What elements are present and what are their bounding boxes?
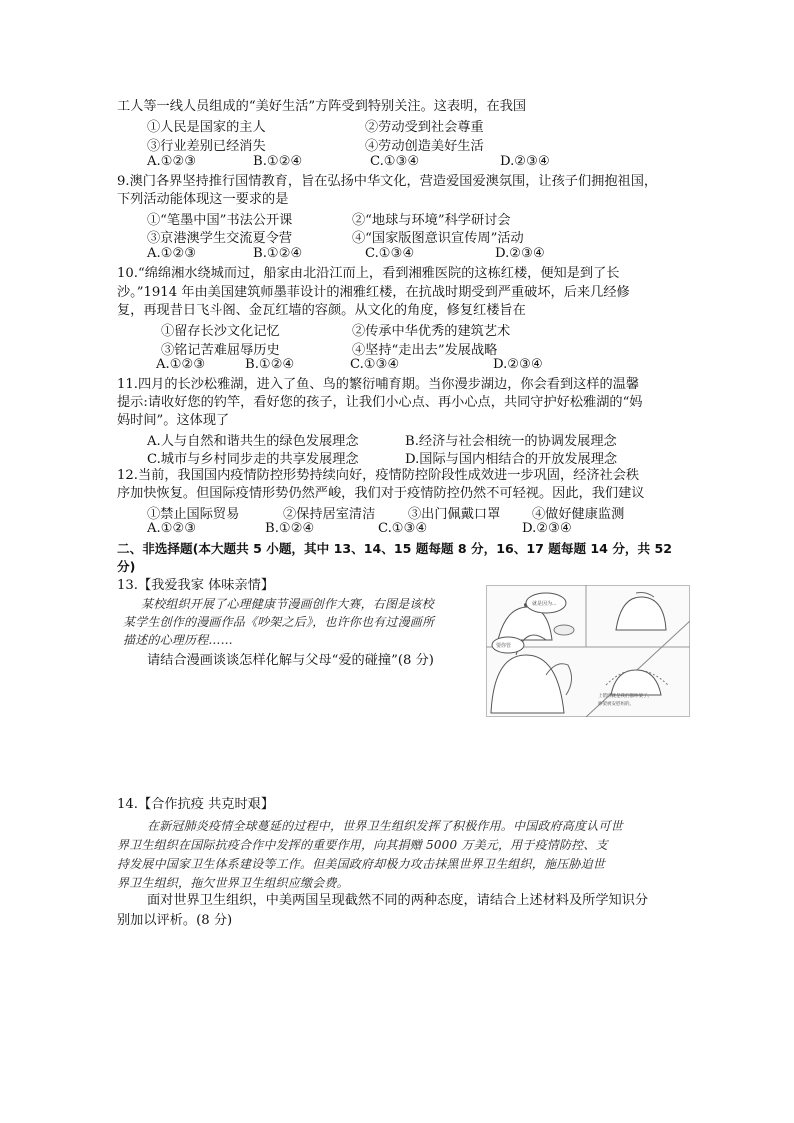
- comic-bubble-1: 就是因为...: [532, 601, 557, 607]
- comic-caption-2: 吵架被安慰妈的。: [598, 702, 634, 707]
- q10-stem-1: 10.“绵绵湘水绕城而过，船家由北沿江而上，看到湘雅医院的这栋红楼，便知是到了长: [117, 266, 620, 281]
- q10-item-1: ①留存长沙文化记忆: [161, 324, 280, 339]
- q12-item-4: ④做好健康监测: [532, 507, 625, 522]
- q14-question-2: 别加以评析。(8 分): [117, 913, 233, 928]
- section2-heading: 二、非选择题(本大题共 5 小题，其中 13、14、15 题每题 8 分，16、17 题每题 14 分，共 52: [117, 541, 673, 556]
- comic-caption-1: 上错班就是我们都吵架了。: [598, 694, 652, 699]
- q12-item-3: ③出门佩戴口罩: [408, 507, 501, 522]
- q12-item-1: ①禁止国际贸易: [147, 507, 240, 522]
- q14-material-3: 持发展中国家卫生体系建设等工作。但美国政府却极力攻击抹黑世界卫生组织，施压胁迫世: [117, 857, 606, 871]
- q11-option-d: D.国际与国内相结合的开放发展理念: [405, 452, 618, 467]
- q10-stem-3: 复，再现昔日飞斗阁、金瓦红墙的容颜。从文化的角度，修复红楼旨在: [117, 303, 526, 318]
- q10-option-c: C.①③④: [350, 357, 400, 372]
- q9-stem-2: 下列活动能体现这一要求的是: [117, 192, 289, 207]
- q8-item-3: ③行业差别已经消失: [147, 139, 266, 154]
- q13-material-3: 描述的心理历程……: [123, 633, 233, 647]
- q11-option-a: A.人与自然和谐共生的绿色发展理念: [147, 434, 359, 449]
- q10-stem-2: 沙。”1914 年由美国建筑师墨菲设计的湘雅红楼，在抗战时期受到严重破坏，后来几经修: [117, 285, 630, 300]
- q13-title: 13.【我爱我家 体味亲情】: [117, 578, 275, 593]
- q8-item-2: ②劳动受到社会尊重: [365, 120, 484, 135]
- q8-option-a: A.①②③: [147, 154, 197, 169]
- q11-stem-2: 提示:请收好您的钓竿，看好您的孩子，让我们小心点、再小心点，共同守护好松雅湖的“妈: [117, 395, 643, 410]
- q9-option-d: D.②③④: [495, 246, 545, 261]
- q9-item-4: ④“国家版图意识宣传周”活动: [352, 231, 524, 246]
- comic-illustration: [486, 585, 690, 717]
- q9-option-a: A.①②③: [147, 246, 197, 261]
- comic-bubble-2: 要你管: [496, 643, 512, 649]
- q12-option-c: C.①③④: [378, 521, 428, 536]
- q8-option-b: B.①②④: [253, 154, 303, 169]
- q10-option-b: B.①②④: [245, 357, 295, 372]
- q14-question-1: 面对世界卫生组织，中美两国呈现截然不同的两种态度，请结合上述材料及所学知识分: [147, 893, 649, 908]
- q9-item-1: ①“笔墨中国”书法公开课: [147, 213, 293, 228]
- q9-item-2: ②“地球与环境”科学研讨会: [352, 213, 511, 228]
- q14-material-4: 界卫生组织，拖欠世界卫生组织应缴会费。: [117, 876, 349, 890]
- q11-option-c: C.城市与乡村同步走的共享发展理念: [147, 452, 359, 467]
- q8-item-1: ①人民是国家的主人: [147, 120, 266, 135]
- q12-item-2: ②保持居室清洁: [283, 507, 376, 522]
- q12-option-a: A.①②③: [147, 521, 197, 536]
- q9-item-3: ③京港澳学生交流夏令营: [147, 231, 293, 246]
- q14-material-2: 界卫生组织在国际抗疫合作中发挥的重要作用，向其捐赠 5000 万美元，用于疫情防控、支: [117, 838, 608, 852]
- q8-option-c: C.①③④: [370, 154, 420, 169]
- q14-material-1: 在新冠肺炎疫情全球蔓延的过程中，世界卫生组织发挥了积极作用。中国政府高度认可世: [147, 819, 623, 833]
- q8-stem: 工人等一线人员组成的“美好生活”方阵受到特别关注。这表明，在我国: [117, 99, 527, 114]
- q9-stem-1: 9.澳门各界坚持推行国情教育，旨在弘扬中华文化，营造爱国爱澳氛围，让孩子们拥抱祖国，: [117, 174, 658, 189]
- q10-item-2: ②传承中华优秀的建筑艺术: [352, 324, 511, 339]
- q11-stem-3: 妈时间”。这体现了: [117, 413, 230, 428]
- section2-heading-cont: 分): [117, 559, 136, 574]
- q12-option-d: D.②③④: [522, 521, 572, 536]
- q12-option-b: B.①②④: [265, 521, 315, 536]
- q14-title: 14.【合作抗疫 共克时艰】: [117, 797, 275, 812]
- q8-item-4: ④劳动创造美好生活: [365, 139, 484, 154]
- q10-option-d: D.②③④: [493, 357, 543, 372]
- q12-stem-2: 序加快恢复。但国际疫情形势仍然严峻，我们对于疫情防控仍然不可轻视。因此，我们建议: [117, 486, 645, 501]
- q9-option-c: C.①③④: [365, 246, 415, 261]
- q10-item-4: ④坚持“走出去”发展战略: [352, 343, 498, 358]
- q8-option-d: D.②③④: [500, 154, 550, 169]
- q13-question: 请结合漫画谈谈怎样化解与父母“爱的碰撞”(8 分): [147, 653, 434, 668]
- q13-material-1: 某校组织开展了心理健康节漫画创作大赛，右图是该校: [141, 597, 434, 611]
- q10-item-3: ③铭记苦难屈辱历史: [161, 343, 280, 358]
- q10-option-a: A.①②③: [156, 357, 206, 372]
- q11-stem-1: 11.四月的长沙松雅湖，进入了鱼、鸟的繁衍哺育期。当你漫步湖边，你会看到这样的温馨: [117, 377, 640, 392]
- q13-material-2: 某学生创作的漫画作品《吵架之后》，也许你也有过漫画所: [123, 615, 435, 629]
- q12-stem-1: 12.当前，我国国内疫情防控形势持续向好，疫情防控阶段性成效进一步巩固，经济社会秩: [117, 468, 640, 483]
- q11-option-b: B.经济与社会相统一的协调发展理念: [405, 434, 617, 449]
- q9-option-b: B.①②④: [253, 246, 303, 261]
